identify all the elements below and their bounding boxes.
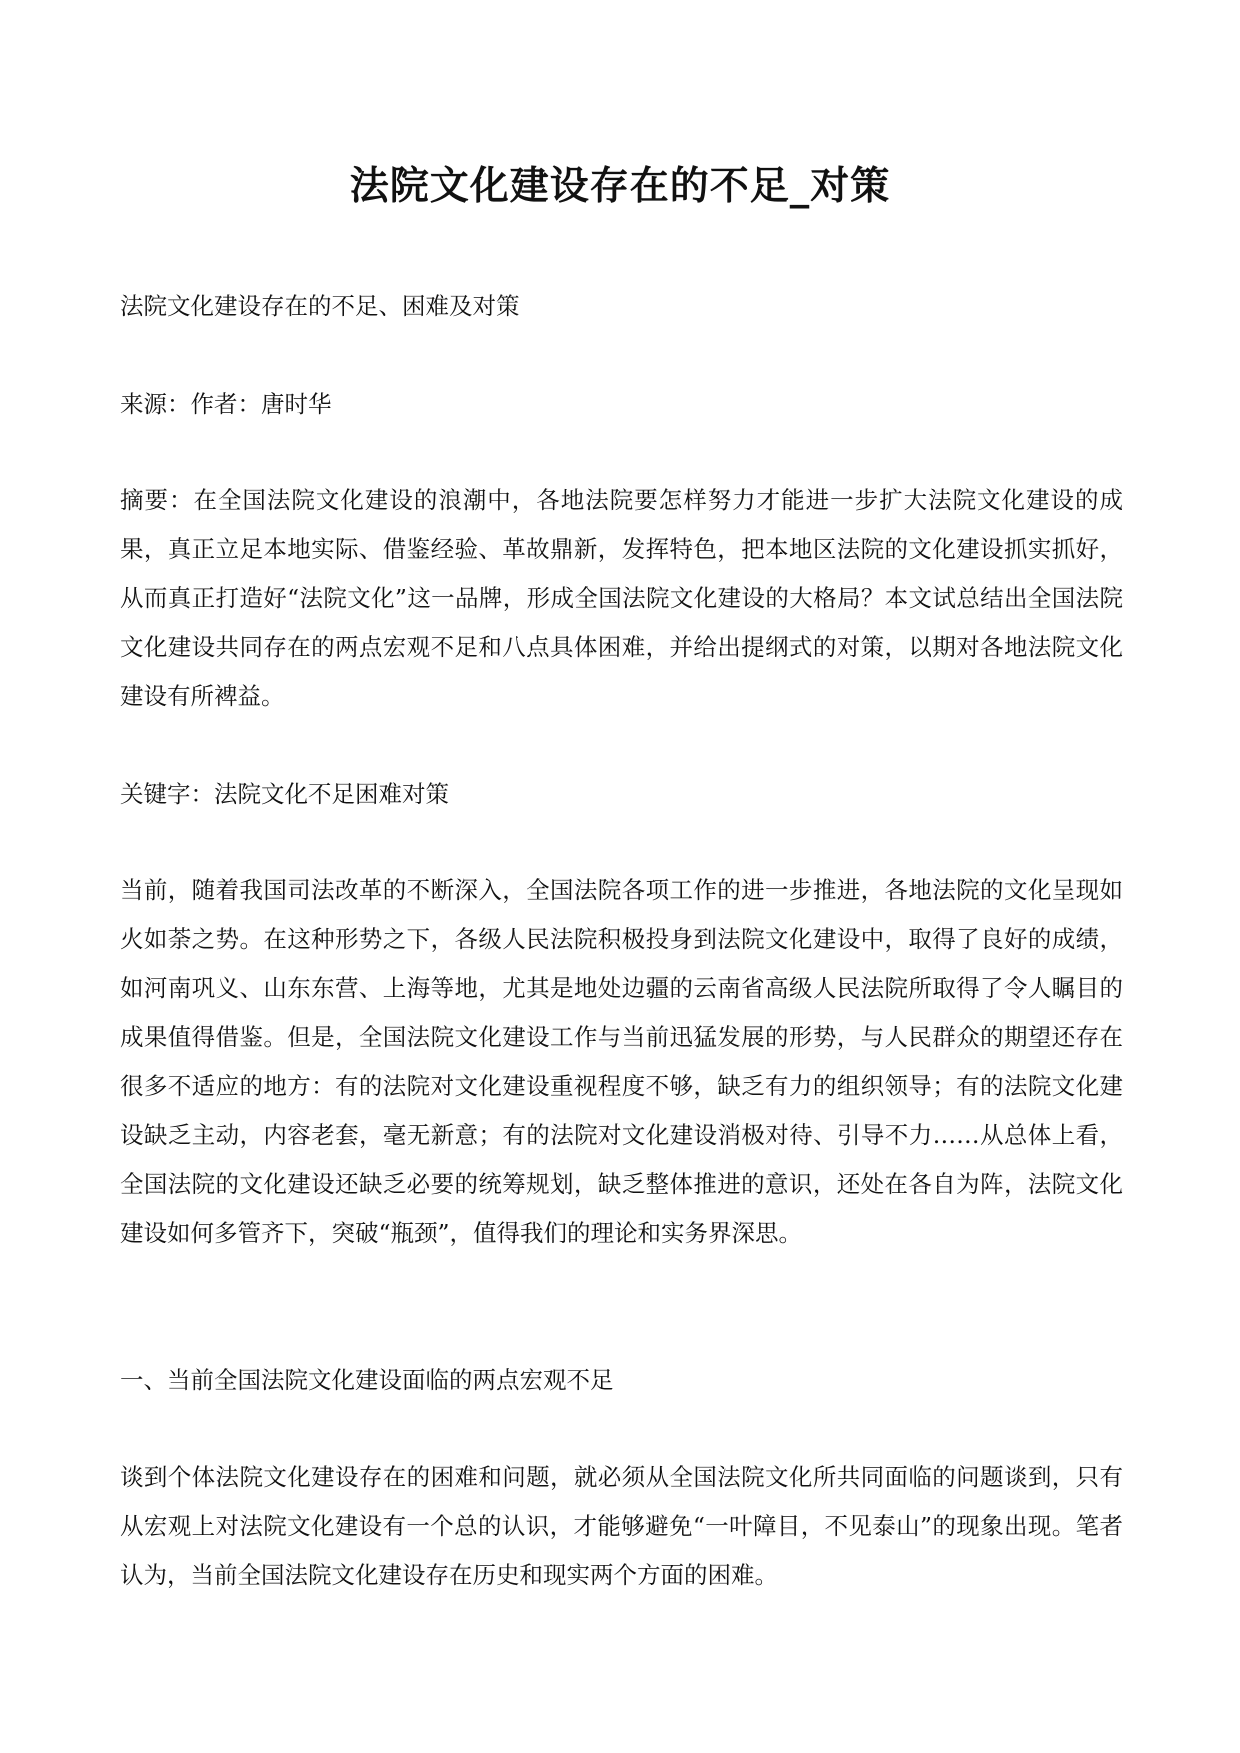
document-title: 法院文化建设存在的不足_对策 xyxy=(349,163,891,209)
keywords-line: 关键字：法院文化不足困难对策 xyxy=(120,780,449,808)
abstract-paragraph: 摘要：在全国法院文化建设的浪潮中，各地法院要怎样努力才能进一步扩大法院文化建设的成果，真正立足本地实际、借鉴经验、革故鼎新，发挥特色，把本地区法院的文化建设抓实抓好，从而真正打造好“法院文化”这一品牌，形成全国法院文化建设的大格局？本文试总结出全国法院文化建设共同存在的两点宏观不足和八点具体困难，并给出提纲式的对策，以期对各地法院文化建设有所裨益。 xyxy=(120,486,1123,710)
section-body-paragraph: 谈到个体法院文化建设存在的困难和问题，就必须从全国法院文化所共同面临的问题谈到，只有从宏观上对法院文化建设有一个总的认识，才能够避免“一叶障目，不见泰山”的现象出现。笔者认为，当前全国法院文化建设存在历史和现实两个方面的困难。 xyxy=(120,1463,1123,1589)
document-subtitle: 法院文化建设存在的不足、困难及对策 xyxy=(120,292,520,320)
source-author-line: 来源：作者：唐时华 xyxy=(120,390,332,418)
intro-paragraph: 当前，随着我国司法改革的不断深入，全国法院各项工作的进一步推进，各地法院的文化呈现如火如荼之势。在这种形势之下，各级人民法院积极投身到法院文化建设中，取得了良好的成绩，如河南巩义、山东东营、上海等地，尤其是地处边疆的云南省高级人民法院所取得了令人瞩目的成果值得借鉴。但是，全国法院文化建设工作与当前迅猛发展的形势，与人民群众的期望还存在很多不适应的地方：有的法院对文化建设重视程度不够，缺乏有力的组织领导；有的法院文化建设缺乏主动，内容老套，毫无新意；有的法院对文化建设消极对待、引导不力……从总体上看，全国法院的文化建设还缺乏必要的统筹规划，缺乏整体推进的意识，还处在各自为阵，法院文化建设如何多管齐下，突破“瓶颈”，值得我们的理论和实务界深思。 xyxy=(120,876,1123,1247)
section-heading: 一、当前全国法院文化建设面临的两点宏观不足 xyxy=(120,1366,614,1394)
